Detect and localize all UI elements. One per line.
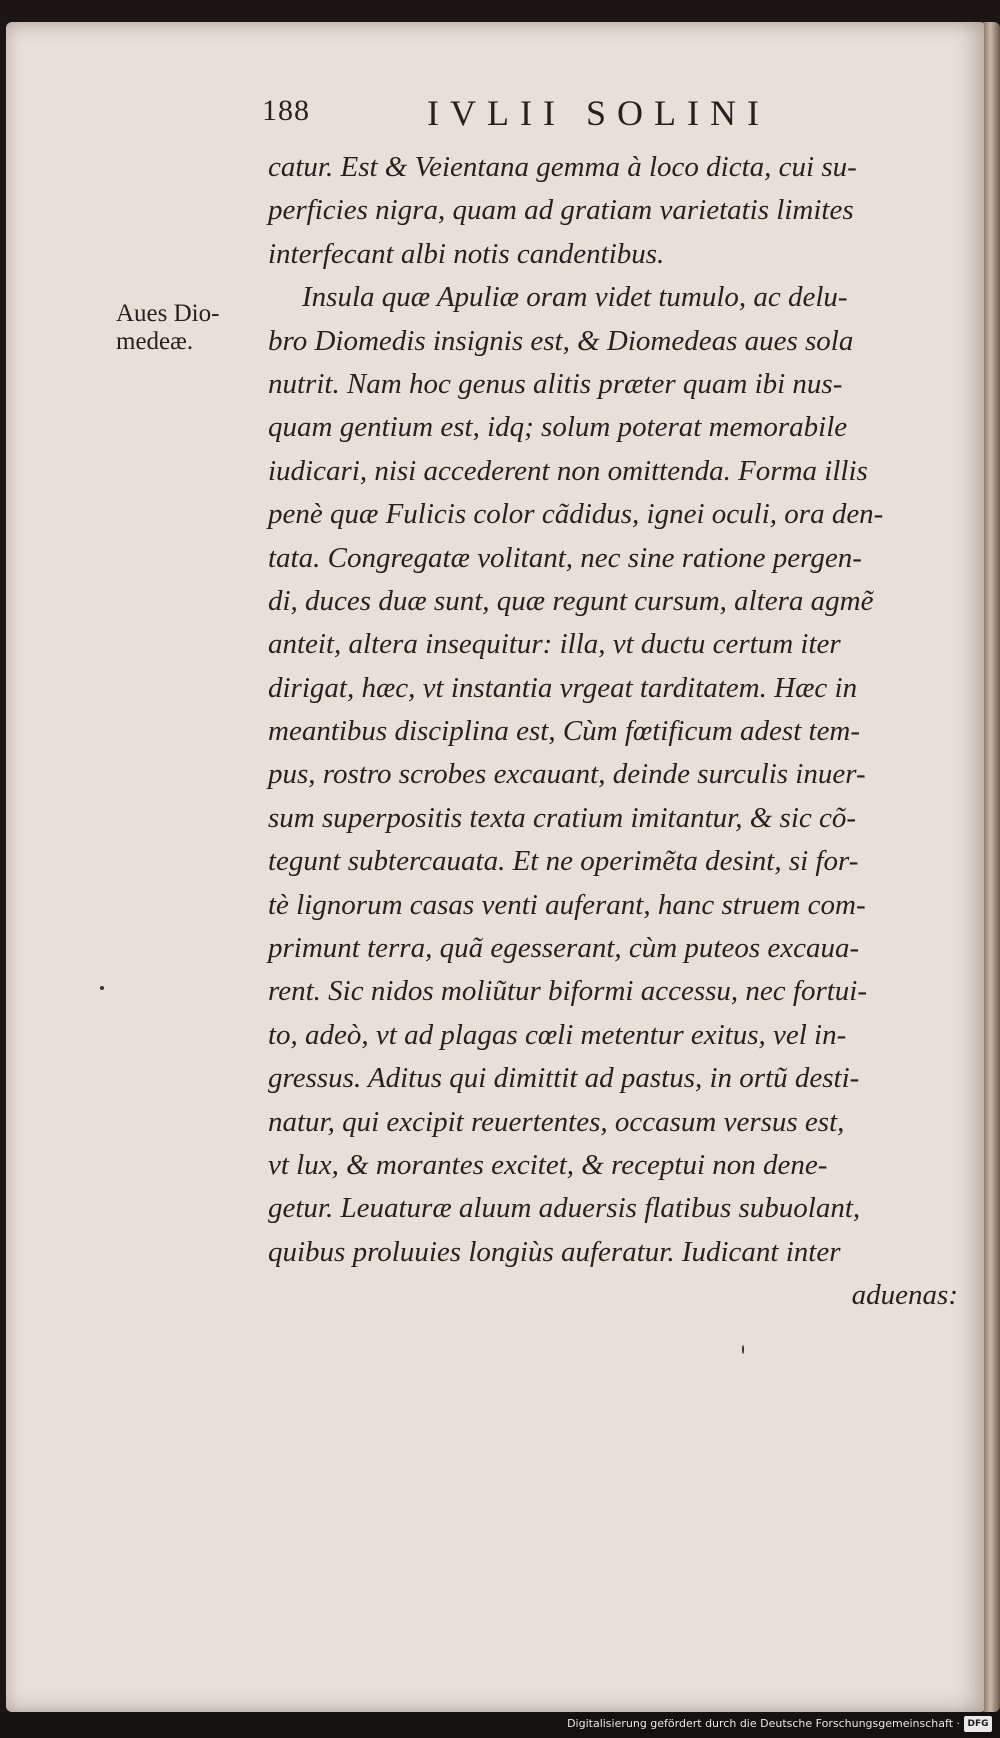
text-line: tegunt subtercauata. Et ne operimẽta desint, si for-: [268, 845, 859, 878]
text-line: penè quæ Fulicis color cãdidus, ignei oculi, ora den-: [268, 498, 884, 531]
text-line: iudicari, nisi accederent non omittenda. Forma illis: [268, 454, 868, 487]
text-line: dirigat, hæc, vt instantia vrgeat tarditatem. Hæc in: [268, 671, 858, 704]
footer-credit: Digitalisierung gefördert durch die Deutsche Forschungsgemeinschaft ·: [567, 1717, 960, 1730]
margin-note-line: medeæ.: [116, 328, 194, 355]
dfg-logo: DFG: [964, 1716, 992, 1732]
text-line: di, duces duæ sunt, quæ regunt cursum, altera agmẽ: [268, 584, 874, 617]
text-line: Insula quæ Apuliæ oram videt tumulo, ac delu-: [302, 281, 848, 314]
margin-note: [116, 300, 266, 356]
page-number: 188: [262, 94, 310, 127]
text-line: catur. Est & Veientana gemma à loco dicta, cui su-: [268, 151, 857, 183]
text-line: gressus. Aditus qui dimittit ad pastus, in ortũ desti-: [268, 1062, 860, 1095]
ink-speck: [742, 1345, 744, 1354]
text-line: anteit, altera insequitur: illa, vt ductu certum iter: [268, 628, 841, 661]
text-line: nutrit. Nam hoc genus alitis præter quam ibi nus-: [268, 367, 843, 400]
body-text: [268, 146, 958, 1318]
text-line: getur. Leuaturæ aluum aduersis flatibus subuolant,: [268, 1192, 861, 1225]
text-line: interfecant albi notis candentibus.: [268, 237, 665, 270]
text-line: vt lux, & morantes excitet, & receptui non dene-: [268, 1148, 828, 1181]
text-line: pus, rostro scrobes excauant, deinde surculis inuer-: [268, 758, 866, 791]
text-line: to, adeò, vt ad plagas cœli metentur exitus, vel in-: [268, 1018, 847, 1051]
running-title: IVLII SOLINI: [427, 93, 770, 133]
margin-note-line: Aues Dio-: [116, 300, 220, 327]
text-line: primunt terra, quã egesserant, cùm puteos excaua-: [268, 932, 860, 965]
page-edge: [984, 22, 1000, 1712]
text-line: tè lignorum casas venti auferant, hanc struem com-: [268, 888, 866, 921]
text-line: sum superpositis texta cratium imitantur, & sic cõ-: [268, 801, 857, 834]
text-line: meantibus disciplina est, Cùm fœtificum adest tem-: [268, 715, 861, 748]
text-line: bro Diomedis insignis est, & Diomedeas aues sola: [268, 324, 854, 357]
ink-speck: [100, 986, 104, 990]
text-line: rent. Sic nidos moliũtur biformi accessu, nec fortui-: [268, 975, 868, 1008]
text-line: tata. Congregatæ volitant, nec sine ratione pergen-: [268, 541, 862, 574]
text-line: quam gentium est, idq; solum poterat memorabile: [268, 411, 848, 444]
running-head: [262, 92, 862, 132]
footer-bar: [0, 1712, 1000, 1738]
text-line: quibus proluuies longiùs auferatur. Iudicant inter: [268, 1235, 841, 1268]
catchword: aduenas:: [851, 1279, 958, 1312]
text-line: perficies nigra, quam ad gratiam varietatis limites: [268, 194, 854, 227]
text-line: natur, qui excipit reuertentes, occasum versus est,: [268, 1105, 845, 1138]
